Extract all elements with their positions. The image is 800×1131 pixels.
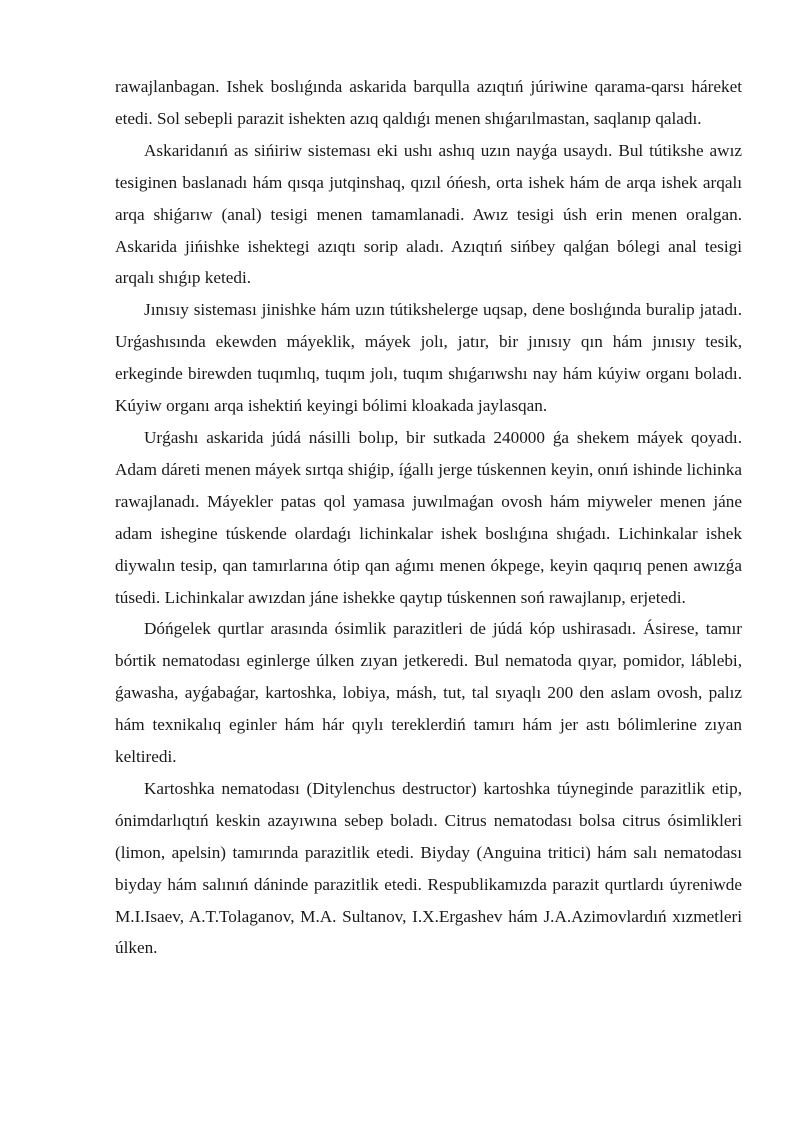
paragraph: Kartoshka nematodası (Ditylenchus destructor) kartoshka túyneginde parazitlik etip, ónimdarlıqtıń keskin azayıwına sebep boladı. Citrus nematodası bolsa citrus ósimlikleri (limon, apelsin) tamırında parazitlik etedi. Biyday (Anguina tritici) hám salı nematodası biyday hám salınıń dáninde parazitlik etedi. Respublikamızda parazit qurtlardı úyreniwde M.I.Isaev, A.T.Tolaganov, M.A. Sultanov, I.X.Ergashev hám J.A.Azimovlardıń xızmetleri úlken. bbox=[115, 778, 742, 958]
paragraph: Jınısıy sisteması jinishke hám uzın tútikshelerge uqsap, dene boslıǵında buralip jatadı. Urǵashısında ekewden máyeklik, máyek jolı, jatır, bir jınısıy qın hám jınısıy tesik, erkeginde birewden tuqımlıq, tuqım jolı, tuqım shıǵarıwshı nay hám kúyiw organı boladı. Kúyiw organı arqa ishektiń keyingi bólimi kloakada jaylasqan. bbox=[115, 300, 742, 416]
paragraph: Dóńgelek qurtlar arasında ósimlik parazitleri de júdá kóp ushirasadı. Ásirese, tamır bórtik nematodası eginlerge úlken zıyan jetkeredi. Bul nematoda qıyar, pomidor, láblebi, ǵawasha, ayǵabaǵar, kartoshka, lobiya, másh, tut, tal sıyaqlı 200 den aslam ovosh, palız hám texnikalıq eginler hám hár qıylı tereklerdiń tamırı hám jer astı bólimlerine zıyan keltiredi. bbox=[115, 619, 742, 767]
document-page bbox=[115, 71, 742, 964]
paragraph: Askaridanıń as sińiriw sisteması eki ushı ashıq uzın nayǵa usaydı. Bul tútikshe awız tesiginen baslanadı hám qısqa jutqinshaq, qızıl óńesh, orta ishek hám de arqa ishek arqalı arqa shiǵarıw (anal) tesigi menen tamamlanadi. Awız tesigi úsh erin menen oralgan. Askarida jińishke ishektegi azıqtı sorip aladı. Azıqtıń sińbey qalǵan bólegi anal tesigi arqalı shıǵıp ketedi. bbox=[115, 140, 742, 288]
paragraph: Urǵashı askarida júdá násilli bolıp, bir sutkada 240000 ǵa shekem máyek qoyadı. Adam dáreti menen máyek sırtqa shiǵip, íǵallı jerge túskennen keyin, onıń ishinde lichinka rawajlanadı. Máyekler patas qol yamasa juwılmaǵan ovosh hám miyweler menen jáne adam ishegine túskende olardaǵı lichinkalar ishek boslıǵına shıǵadı. Lichinkalar ishek diywalın tesip, qan tamırlarına ótip qan aǵımı menen ókpege, keyin qaqırıq penen awızǵa túsedi. Lichinkalar awızdan jáne ishekke qaytıp túskennen soń rawajlanıp, erjetedi. bbox=[115, 427, 742, 607]
paragraph: rawajlanbagan. Ishek boslıǵında askarida barqulla azıqtıń júriwine qarama-qarsı háreket etedi. Sol sebepli parazit ishekten azıq qaldıǵı menen shıǵarılmastan, saqlanıp qaladı. bbox=[115, 77, 742, 128]
